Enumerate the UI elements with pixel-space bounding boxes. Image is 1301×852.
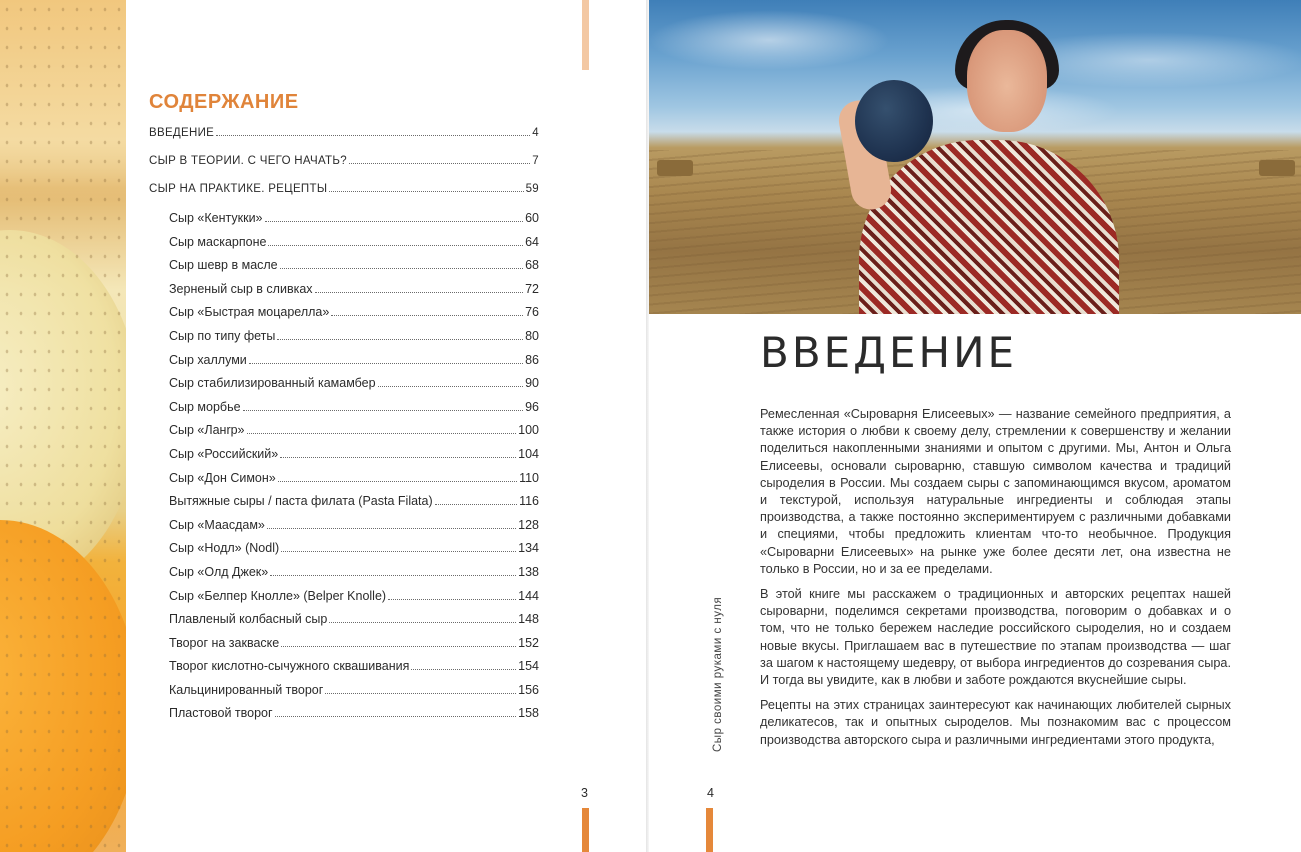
toc-leader-dots <box>281 646 516 647</box>
top-decor-bar <box>582 0 589 70</box>
toc-entry[interactable] <box>149 211 539 235</box>
toc-leader-dots <box>280 457 516 458</box>
toc-entry[interactable] <box>149 494 539 518</box>
toc-entry[interactable] <box>149 376 539 400</box>
intro-paragraph: В этой книге мы расскажем о традиционных и авторских рецептах нашей сыроварни, поделимся секретами производства, поговорим о добавках и о том, что не только бережем наследие российского сыроделия, но и создаем новые вкусы. Приглашаем вас в путешествие по этапам производства — шаг за шагом к настоящему шедевру, от выбора ингредиентов до созревания сыра. И тогда вы увидите, как в любви и заботе рождаются вкуснейшие сыры. <box>760 587 1231 688</box>
toc-entry-label: Сыр «Нодл» (Nodl) <box>169 541 280 556</box>
table-of-contents <box>149 127 539 730</box>
toc-leader-dots <box>411 669 516 670</box>
toc-leader-dots <box>243 410 524 411</box>
toc-leader-dots <box>268 245 523 246</box>
intro-paragraph: Рецепты на этих страницах заинтересуют как начинающих любителей сырных деликатесов, так и опытных сыроделов. Мы познакомим вас с процессом производства авторского сыра и различными ингредиентами этого продукта, <box>760 698 1231 747</box>
toc-entry-page: 104 <box>518 446 539 461</box>
toc-entry-label: СЫР В ТЕОРИИ. С ЧЕГО НАЧАТЬ? <box>149 155 347 167</box>
toc-entry[interactable] <box>149 589 539 613</box>
toc-entry-page: 59 <box>525 183 539 195</box>
toc-leader-dots <box>278 481 517 482</box>
toc-leader-dots <box>388 599 516 600</box>
toc-entry[interactable] <box>149 423 539 447</box>
toc-leader-dots <box>315 292 524 293</box>
toc-entry-page: 90 <box>525 376 539 391</box>
toc-leader-dots <box>435 504 517 505</box>
toc-entry-page: 128 <box>518 517 539 532</box>
bottom-decor-bar-right <box>706 808 713 852</box>
toc-leader-dots <box>280 268 523 269</box>
toc-entry-label: Сыр «Олд Джек» <box>169 564 269 579</box>
toc-entry-page: 100 <box>518 423 539 438</box>
toc-entry-page: 96 <box>525 399 539 414</box>
intro-paragraph: Ремесленная «Сыроварня Елисеевых» — название семейного предприятия, а также история о любви к своему делу, стремлении к совершенству и желании поделиться накопленными знаниями и опытом с другими. Мы, Антон и Ольга Елисеевы, основали сыроварню, ставшую символом качества и традиций сыроделия в России. Мы создаем сыры с запоминающимся вкусом, ароматом и текстурой, используя натуральные ингредиенты и соблюдая этапы производства, а также постоянно экспериментируем с различными добавками и специями, чтобы предложить клиентам что-то необычное. Продукция «Сыроварни Елисеевых» на рынке уже более десяти лет, она известна не только в России, но и за ее пределами. <box>760 407 1231 576</box>
toc-entry[interactable] <box>149 541 539 565</box>
intro-body <box>760 406 1231 757</box>
toc-entry-page: 68 <box>525 258 539 273</box>
toc-entry[interactable] <box>149 706 539 730</box>
author-photo <box>649 0 1301 314</box>
toc-entry-page: 4 <box>532 127 539 139</box>
toc-entry-page: 134 <box>518 541 539 556</box>
toc-leader-dots <box>277 339 523 340</box>
toc-entry-label: Сыр «Маасдам» <box>169 517 265 532</box>
toc-entry[interactable] <box>149 683 539 707</box>
toc-entry[interactable] <box>149 636 539 660</box>
toc-entry-page: 148 <box>518 612 539 627</box>
toc-leader-dots <box>331 315 523 316</box>
toc-entry-label: Сыр «Российский» <box>169 446 279 461</box>
toc-entry[interactable] <box>149 305 539 329</box>
toc-entry[interactable] <box>149 400 539 424</box>
page-number-right: 4 <box>707 786 714 800</box>
toc-entry-label: Сыр маскарпоне <box>169 234 267 249</box>
toc-entry[interactable] <box>149 235 539 259</box>
toc-entry-page: 110 <box>519 470 539 485</box>
toc-entry-label: Сыр по типу феты <box>169 328 276 343</box>
toc-entry-page: 72 <box>525 281 539 296</box>
toc-entry[interactable] <box>149 258 539 282</box>
toc-entry-page: 156 <box>518 682 539 697</box>
cheese-wheel-image <box>855 80 933 162</box>
toc-entry-label: СЫР НА ПРАКТИКЕ. РЕЦЕПТЫ <box>149 183 328 195</box>
toc-entry-label: Сыр «Белпер Кнолле» (Belper Knolle) <box>169 588 387 603</box>
toc-entry-label: Сыр «Быстрая моцарелла» <box>169 305 330 320</box>
toc-entry[interactable] <box>149 329 539 353</box>
toc-entry-page: 152 <box>518 635 539 650</box>
toc-entry-page: 116 <box>519 494 539 509</box>
chapter-title: ВВЕДЕНИЕ <box>760 328 1018 377</box>
toc-leader-dots <box>265 221 524 222</box>
toc-entry[interactable] <box>149 612 539 636</box>
toc-entry-label: Сыр стабилизированный камамбер <box>169 376 376 391</box>
toc-entry-label: Сыр халлуми <box>169 352 247 367</box>
toc-entry[interactable] <box>149 518 539 542</box>
page-number-left: 3 <box>581 786 588 800</box>
toc-entry[interactable] <box>149 183 539 211</box>
toc-entry[interactable] <box>149 127 539 155</box>
bottom-decor-bar-left <box>582 808 589 852</box>
toc-leader-dots <box>329 191 523 192</box>
toc-entry[interactable] <box>149 282 539 306</box>
toc-entry-label: Пластовой творог <box>169 706 273 721</box>
toc-leader-dots <box>247 433 517 434</box>
toc-leader-dots <box>249 363 523 364</box>
toc-leader-dots <box>349 163 530 164</box>
toc-leader-dots <box>270 575 516 576</box>
toc-entry-label: Кальцинированный творог <box>169 682 324 697</box>
toc-entry-label: Творог на закваске <box>169 635 280 650</box>
toc-entry-label: Творог кислотно-сычужного сквашивания <box>169 659 410 674</box>
toc-entry[interactable] <box>149 471 539 495</box>
toc-entry-label: Плавленый колбасный сыр <box>169 612 328 627</box>
toc-entry-label: Вытяжные сыры / паста филата (Pasta Filata) <box>169 494 433 509</box>
toc-entry-label: Сыр шевр в масле <box>169 258 278 273</box>
toc-entry[interactable] <box>149 155 539 183</box>
toc-entry-label: Сыр «Кентукки» <box>169 211 263 225</box>
toc-leader-dots <box>325 693 516 694</box>
toc-entry[interactable] <box>149 659 539 683</box>
toc-entry-page: 158 <box>518 706 539 721</box>
toc-leader-dots <box>275 716 517 717</box>
toc-entry-label: ВВЕДЕНИЕ <box>149 127 215 139</box>
toc-title: СОДЕРЖАНИЕ <box>149 91 299 113</box>
toc-entry-page: 86 <box>525 352 539 367</box>
cheese-photo <box>0 0 126 852</box>
toc-entry-label: Сыр морбье <box>169 399 241 414</box>
toc-entry-page: 7 <box>532 155 539 167</box>
toc-entry-label: Сыр «Ланrp» <box>169 423 245 438</box>
toc-entry-page: 154 <box>518 659 539 674</box>
toc-entry-label: Сыр «Дон Симон» <box>169 470 276 485</box>
toc-entry[interactable] <box>149 565 539 589</box>
toc-entry-page: 138 <box>518 564 539 579</box>
toc-entry[interactable] <box>149 353 539 377</box>
toc-entry[interactable] <box>149 447 539 471</box>
toc-leader-dots <box>267 528 516 529</box>
toc-entry-page: 60 <box>525 211 539 225</box>
toc-entry-page: 76 <box>525 305 539 320</box>
toc-leader-dots <box>378 386 524 387</box>
running-head: Сыр своими руками с нуля <box>712 596 724 752</box>
toc-leader-dots <box>281 551 516 552</box>
toc-entry-page: 80 <box>525 328 539 343</box>
toc-leader-dots <box>216 135 530 136</box>
toc-leader-dots <box>329 622 516 623</box>
toc-entry-page: 144 <box>518 588 539 603</box>
toc-entry-label: Зерненый сыр в сливках <box>169 281 313 296</box>
toc-entry-page: 64 <box>525 234 539 249</box>
